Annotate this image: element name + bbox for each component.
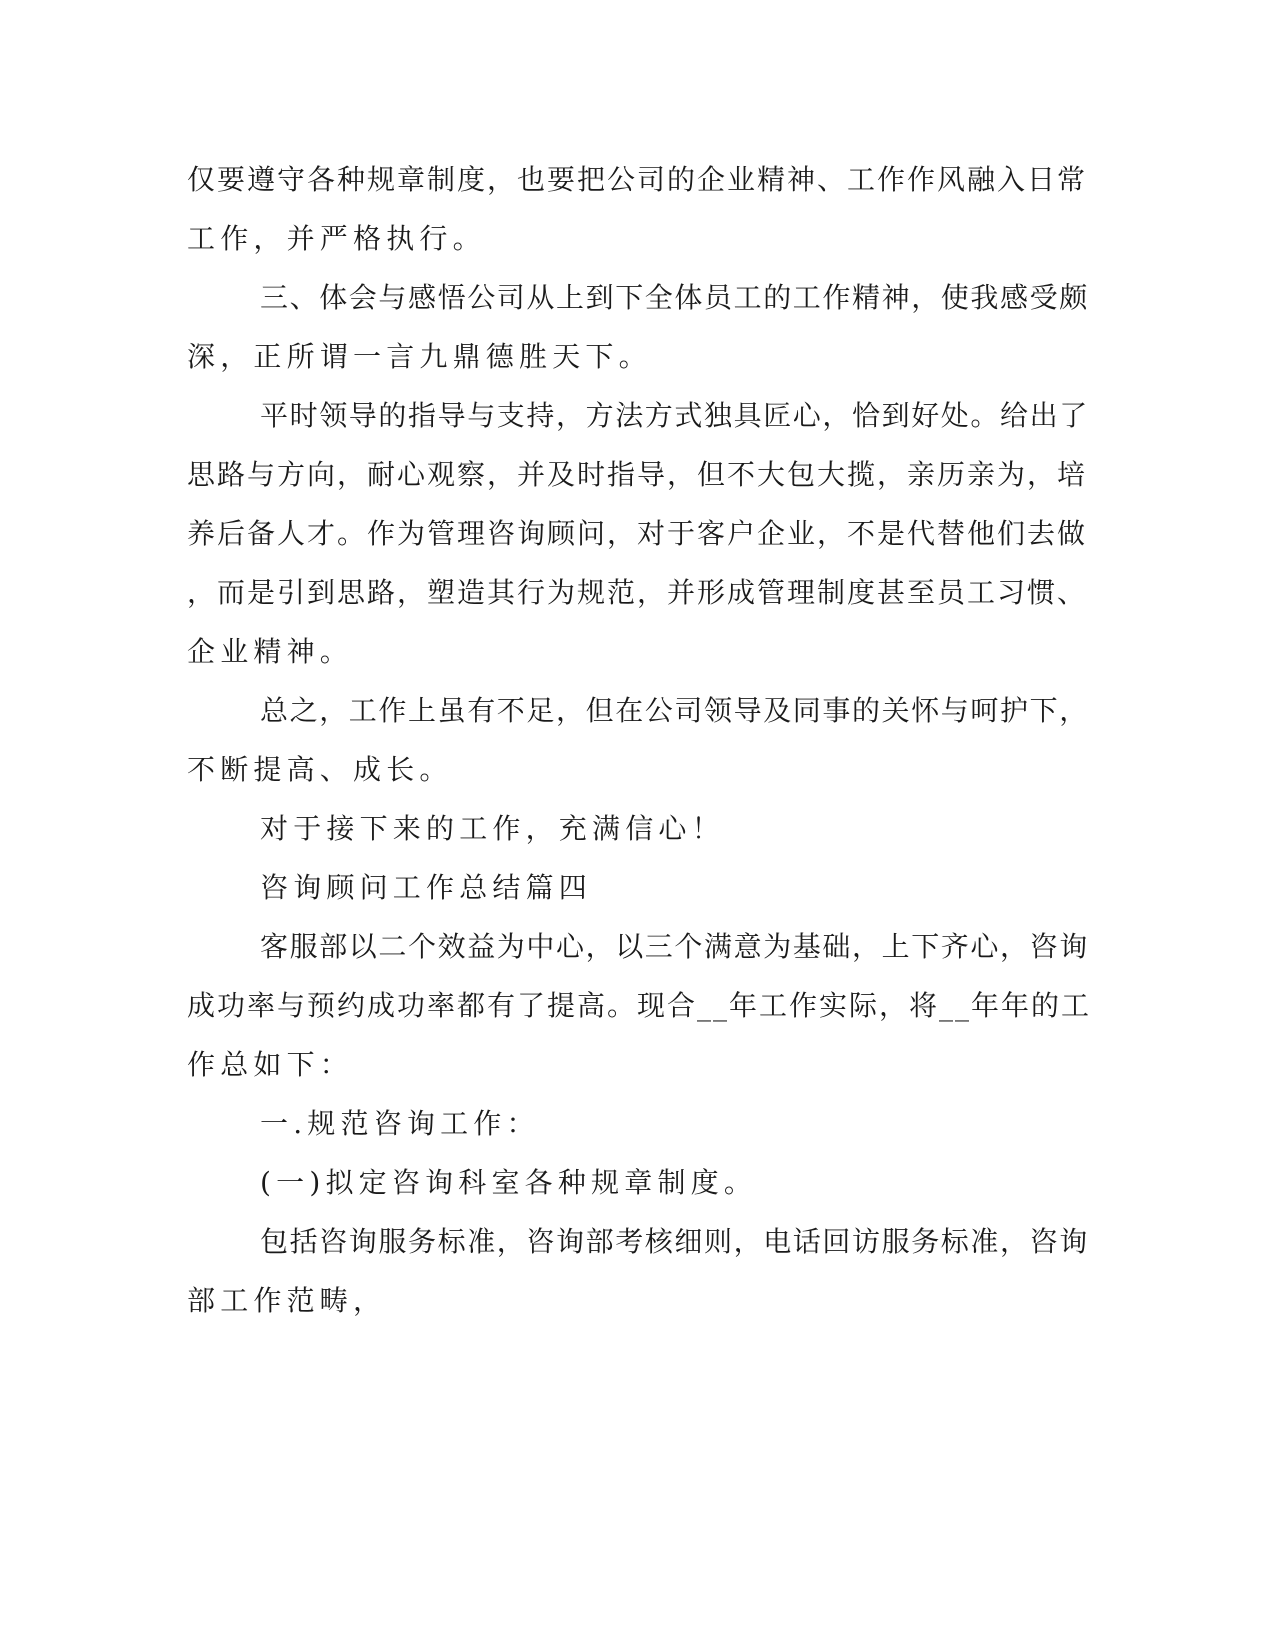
text-line: 养后备人才。作为管理咨询顾问，对于客户企业，不是代替他们去做 xyxy=(187,517,1088,550)
text-line: 仅要遵守各种规章制度，也要把公司的企业精神、工作作风融入日常 xyxy=(187,163,1088,196)
subheading: 一.规范咨询工作： xyxy=(260,1107,540,1140)
section-heading: 咨询顾问工作总结篇四 xyxy=(260,871,593,904)
text-line: 工作，并严格执行。 xyxy=(187,222,486,255)
paragraph-start: 包括咨询服务标准，咨询部考核细则，电话回访服务标准，咨询 xyxy=(260,1225,1089,1258)
text-line: 不断提高、成长。 xyxy=(187,753,453,786)
paragraph-start: 平时领导的指导与支持，方法方式独具匠心，恰到好处。给出了 xyxy=(260,399,1089,432)
paragraph-start: 总之，工作上虽有不足，但在公司领导及同事的关怀与呵护下， xyxy=(260,694,1089,727)
text-line: 部工作范畴， xyxy=(187,1284,387,1317)
text-line: 作总如下： xyxy=(187,1048,354,1081)
text-line: 思路与方向，耐心观察，并及时指导，但不大包大揽，亲历亲为，培 xyxy=(187,458,1088,491)
subheading: (一)拟定咨询科室各种规章制度。 xyxy=(260,1166,758,1199)
paragraph-start: 三、体会与感悟公司从上到下全体员工的工作精神，使我感受颇 xyxy=(260,281,1089,314)
text-line: 深，正所谓一言九鼎德胜天下。 xyxy=(187,340,652,373)
text-line: 成功率与预约成功率都有了提高。现合__年工作实际，将__年年的工 xyxy=(187,989,1092,1022)
text-line: 企业精神。 xyxy=(187,635,354,668)
paragraph-start: 客服部以二个效益为中心，以三个满意为基础，上下齐心，咨询 xyxy=(260,930,1089,963)
text-line: ，而是引到思路，塑造其行为规范，并形成管理制度甚至员工习惯、 xyxy=(187,576,1088,609)
paragraph-start: 对于接下来的工作，充满信心！ xyxy=(260,812,725,845)
